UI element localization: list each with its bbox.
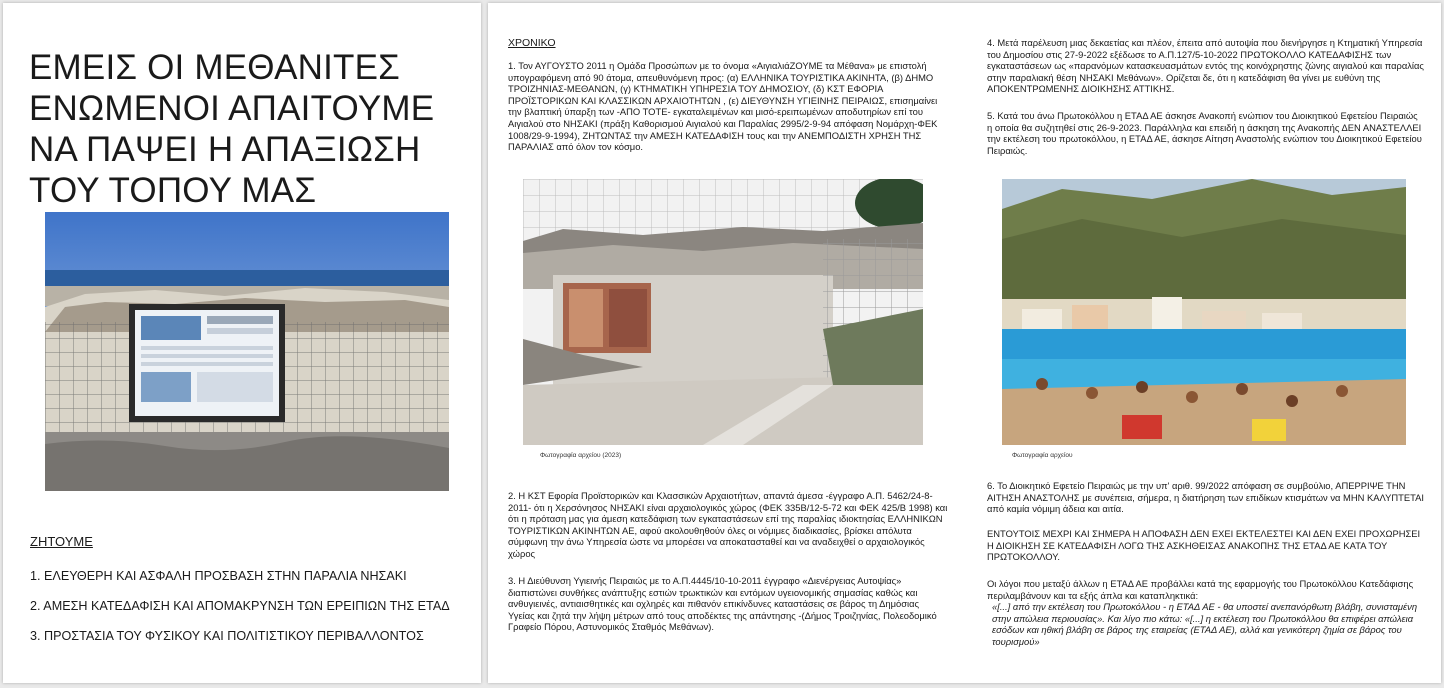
demand-item: 3. ΠΡΟΣΤΑΣΙΑ ΤΟΥ ΦΥΣΙΚΟΥ ΚΑΙ ΠΟΛΙΤΙΣΤΙΚΟΥ ΠΕΡΙΒΑΛΛΟΝΤΟΣ	[30, 629, 424, 643]
item-3-text: 3. Η Διεύθυνση Υγιεινής Πειραιώς με το Α.Π.4445/10-10-2011 έγγραφο «Διενέργειας Αυτοψίας» διαπιστώνει συνθήκες ανάπτυξης εστιών τρωκτικών και εντόμων υγειονομικής σημασίας καθώς και ανθυγιεινές, αντιαισθητικές και οχληρές και πιθανόν επικίνδυνες καταστάσεις σε βάρος τη Δημόσιας Υγείας και ζητά την λήψη μέτρων από τους αποδέκτες της απάντησης -(Δήμος Τροιζηνίας, Πολεοδομικό Γραφείο Πόρου, Αστυνομικός Σταθμός Μεθάνων).	[508, 575, 937, 633]
chronology-item-2	[508, 490, 948, 560]
right-page	[488, 3, 1441, 683]
item-1-text: 1. Τον ΑΥΓΟΥΣΤΟ 2011 η Ομάδα Προσώπων με το όνομα «ΑιγιαλιάΖΟΥΜΕ τα Μέθανα» με επιστολή υπογραφόμενη από 90 άτομα, απευθυνόμενη προς: (α) ΕΛΛΗΝΙΚΑ ΤΟΥΡΙΣΤΙΚΑ ΑΚΙΝΗΤΑ, (β) ΔΗΜΟ ΤΡΟΙΖΗΝΙΑΣ-ΜΕΘΑΝΩΝ, (γ) ΚΤΗΜΑΤΙΚΗ ΥΠΗΡΕΣΙΑ ΤΟΥ ΔΗΜΟΣΙΟΥ, (δ) ΚΣΤ ΕΦΟΡΙΑ ΠΡΟΪΣΤΟΡΙΚΩΝ ΚΑΙ ΚΛΑΣΣΙΚΩΝ ΑΡΧΑΙΟΤΗΤΩΝ , (ε) ΔΙΕΥΘΥΝΣΗ ΥΓΙΕΙΝΗΣ ΠΕΙΡΑΙΩΣ, επισημαίνει την βλαπτική ύπαρξη των -ΑΠΟ ΤΟΤΕ- εγκαταλειμένων και μισό-ερειπωμένων αποδυτηρίων επί του Αιγιαλού στο ΝΗΣΑΚΙ (πράξη Καθορισμού Αιγιαλού και Παραλίας 2995/2-9-94 απόφαση Νομάρχη-ΦΕΚ 1008/29-9-1994), ΖΗΤΩΝΤΑΣ την ΑΜΕΣΗ ΚΑΤΕΔΑΦΙΣΗ τους και την ΑΝΕΜΠΟΔΙΣΤΗ ΧΡΗΣΗ ΤΗΣ ΠΑΡΑΛΙΑΣ από όλον τον κόσμο.	[508, 60, 938, 153]
item-6-text: 6. Το Διοικητικό Εφετείο Πειραιώς με την υπ' αριθ. 99/2022 απόφαση σε συμβούλιο, ΑΠΕΡΡΙΨΕ ΤΗΝ ΑΙΤΗΣΗ ΑΝΑΣΤΟΛΗΣ με συνέπεια, σήμερα, η διατήρηση των επιδίκων κτισμάτων να ΜΗΝ ΚΑΛΥΠΤΕΤΑΙ από καμία νόμιμη άδεια και αιτία.	[987, 480, 1424, 515]
right-photo-caption: Φωτογραφία αρχείου	[1012, 452, 1073, 459]
chronology-item-5	[987, 110, 1425, 156]
title-line-2: ΕΝΩΜΕΝΟΙ ΑΠΑΙΤΟΥΜΕ	[29, 89, 435, 128]
item-4-text: 4. Μετά παρέλευση μιας δεκαετίας και πλέον, έπειτα από αυτοψία που διενήργησε η Κτηματική Υπηρεσία του Δημοσίου στις 27-9-2022 εξέδωσε το Α.Π.127/5-10-2022 ΠΡΩΤΟΚΟΛΛΟ ΚΑΤΕΔΑΦΙΣΗΣ των εγκαταστάσεων ως «παρανόμων κατασκευασμάτων εντός της κοινόχρηστης ζώνης αιγιαλού και παραλίας στην παραλιακή θέση ΝΗΣΑΚΙ Μεθάνων». Ορίζεται δε, ότι η κατεδάφιση θα γίνει με ευθύνη της ΑΠΟΚΕΝΤΡΩΜΕΝΗΣ ΔΙΟΙΚΗΣΗΣ ΑΤΤΙΚΗΣ.	[987, 37, 1424, 95]
despite-text: ΕΝΤΟΥΤΟΙΣ ΜΕΧΡΙ ΚΑΙ ΣΗΜΕΡΑ Η ΑΠΟΦΑΣΗ ΔΕΝ ΕΧΕΙ ΕΚΤΕΛΕΣΤΕΙ ΚΑΙ ΔΕΝ ΕΧΕΙ ΠΡΟΧΩΡΗΣΕΙ Η ΔΙΟΙΚΗΣΗ ΣΕ ΚΑΤΕΔΑΦΙΣΗ ΛΟΓΩ ΤΗΣ ΑΣΚΗΘΕΙΣΑΣ ΑΝΑΚΟΠΗΣ ΤΗΣ ΕΤΑΔ ΑΕ ΚΑΤΑ ΤΟΥ ΠΡΩΤΟΚΟΛΛΟΥ.	[987, 528, 1421, 563]
quote-text: «[...] από την εκτέλεση του Πρωτοκόλλου - η ΕΤΑΔ ΑΕ - θα υποστεί ανεπανόρθωτη βλάβη, συνισταμένη στην απώλεια περιουσίας». Και λίγο πιο κάτω: «[...] η εκτέλεση του Πρωτοκόλλου θα επιφέρει απώλεια εσόδων και ηθική βλάβη σε βάρος της εταιρείας (ΕΤΑΔ ΑΕ), αλλά και γενικότερη ζημία σε βάρος του τουρισμού»	[992, 601, 1418, 647]
ruined-building-photo	[523, 179, 923, 445]
title-line-4: ΤΟΥ ΤΟΠΟΥ ΜΑΣ	[29, 171, 317, 210]
chronology-heading: ΧΡΟΝΙΚΟ	[508, 37, 556, 49]
chronology-item-6	[987, 480, 1425, 515]
ruins-with-signboard-photo	[45, 212, 449, 491]
title-line-3: ΝΑ ΠΑΨΕΙ Η ΑΠΑΞΙΩΣΗ	[29, 130, 421, 169]
demand-item: 1. ΕΛΕΥΘΕΡΗ ΚΑΙ ΑΣΦΑΛΗ ΠΡΟΣΒΑΣΗ ΣΤΗΝ ΠΑΡΑΛΙΑ ΝΗΣΑΚΙ	[30, 569, 407, 583]
mid-photo-caption: Φωτογραφία αρχείου (2023)	[540, 452, 622, 459]
demands-heading: ΖΗΤΟΥΜΕ	[30, 534, 93, 549]
chronology-item-3	[508, 575, 948, 633]
reasons-paragraph	[987, 578, 1425, 601]
reasons-text: Οι λόγοι που μεταξύ άλλων η ΕΤΑΔ ΑΕ προβάλλει κατά της εφαρμογής του Πρωτοκόλλου Κατεδάφισης περιλαμβάνουν και τα εξής άπλα και καταπληκτικά:	[987, 578, 1414, 601]
page-title	[29, 47, 469, 211]
chronology-item-4	[987, 37, 1425, 95]
item-5-text: 5. Κατά του άνω Πρωτοκόλλου η ΕΤΑΔ ΑΕ άσκησε Ανακοπή ενώπιον του Διοικητικού Εφετείου Πειραιώς η οποία θα συζητηθεί στις 26-9-2023. Παράλληλα και επειδή η άσκηση της Ανακοπής ΔΕΝ ΑΝΑΣΤΕΛΛΕΙ την εκτέλεση του πρωτοκόλλου, η ΕΤΑΔ ΑΕ, άσκησε Αίτηση Αναστολής ενώπιον του Διοικητικού Εφετείου Πειραιώς.	[987, 110, 1422, 156]
quote-paragraph	[992, 601, 1425, 647]
demands-list	[30, 569, 475, 659]
title-line-1: ΕΜΕΙΣ ΟΙ ΜΕΘΑΝΙΤΕΣ	[29, 48, 400, 87]
crowded-beach-archive-photo	[1002, 179, 1406, 445]
demand-item: 2. ΑΜΕΣΗ ΚΑΤΕΔΑΦΙΣΗ ΚΑΙ ΑΠΟΜΑΚΡΥΝΣΗ ΤΩΝ ΕΡΕΙΠΙΩΝ ΤΗΣ ΕΤΑΔ	[30, 599, 450, 613]
left-page	[3, 3, 481, 683]
item-2-text: 2. Η ΚΣΤ Εφορία Προϊστορικών και Κλασσικών Αρχαιοτήτων, απαντά άμεσα -έγγραφο Α.Π. 5462/24-8-2011- ότι η Χερσόνησος ΝΗΣΑΚΙ είναι αρχαιολογικός χώρος (ΦΕΚ 335Β/12-5-72 και ΦΕΚ 425/Β 1998) και ότι η πρόταση μας για άμεση κατεδάφιση των εγκαταστάσεων επί της παραλίας ιδιοκτησίας ΕΛΛΗΝΙΚΩΝ ΤΟΥΡΙΣΤΙΚΩΝ ΑΚΙΝΗΤΩΝ ΑΕ, αφού ακολουθηθούν όλες οι νόμιμες διαδικασίες, βρίσκει απόλυτα σύμφωνη την άνω Υπηρεσία ώστε να μπορέσει να αποκατασταθεί και να αναδειχθεί ο αρχαιολογικός χώρος	[508, 490, 948, 559]
despite-paragraph	[987, 528, 1425, 563]
chronology-item-1	[508, 60, 948, 153]
